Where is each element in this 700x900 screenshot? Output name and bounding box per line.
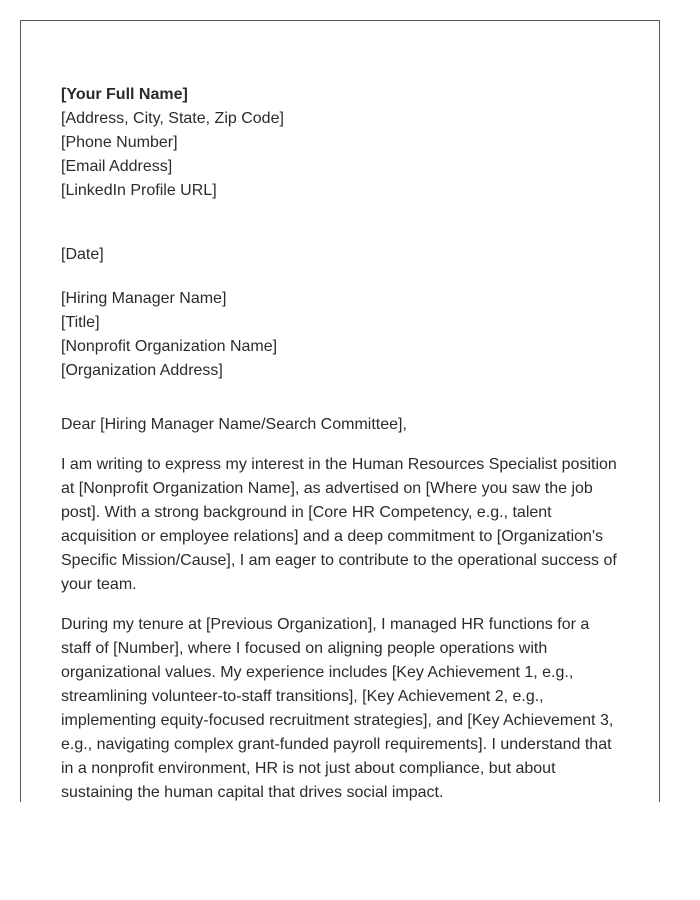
recipient-address: [Organization Address] <box>61 362 223 379</box>
letter-date: [Date] <box>61 246 104 263</box>
paragraph-line: e.g., navigating complex grant-funded payroll requirements]. I understand that <box>61 736 612 753</box>
recipient-block <box>61 287 621 383</box>
letter-content <box>61 83 621 802</box>
sender-name: [Your Full Name] <box>61 86 188 103</box>
paragraph-line: staff of [Number], where I focused on aligning people operations with <box>61 640 548 657</box>
paragraph-line: streamlining volunteer-to-staff transitions], [Key Achievement 2, e.g., <box>61 688 544 705</box>
letter-date-block <box>61 243 621 267</box>
paragraph-line: I am writing to express my interest in the Human Resources Specialist position <box>61 456 617 473</box>
sender-address: [Address, City, State, Zip Code] <box>61 110 284 127</box>
body-paragraph-2 <box>61 613 621 802</box>
letter-page <box>20 20 660 802</box>
sender-email: [Email Address] <box>61 158 173 175</box>
paragraph-line: organizational values. My experience includes [Key Achievement 1, e.g., <box>61 664 574 681</box>
sender-phone: [Phone Number] <box>61 134 178 151</box>
sender-linkedin: [LinkedIn Profile URL] <box>61 182 217 199</box>
salutation: Dear [Hiring Manager Name/Search Committee], <box>61 416 407 433</box>
paragraph-line: Specific Mission/Cause], I am eager to contribute to the operational success of <box>61 552 617 569</box>
recipient-organization: [Nonprofit Organization Name] <box>61 338 278 355</box>
paragraph-line: implementing equity-focused recruitment strategies], and [Key Achievement 3, <box>61 712 614 729</box>
paragraph-line: sustaining the human capital that drives social impact. <box>61 784 444 801</box>
paragraph-line: During my tenure at [Previous Organization], I managed HR functions for a <box>61 616 590 633</box>
recipient-name: [Hiring Manager Name] <box>61 290 227 307</box>
body-paragraph-1 <box>61 453 621 597</box>
paragraph-line: your team. <box>61 576 137 593</box>
paragraph-line: post]. With a strong background in [Core HR Competency, e.g., talent <box>61 504 552 521</box>
salutation-block <box>61 413 621 437</box>
sender-block <box>61 83 621 203</box>
paragraph-line: in a nonprofit environment, HR is not just about compliance, but about <box>61 760 556 777</box>
recipient-title: [Title] <box>61 314 100 331</box>
paragraph-line: at [Nonprofit Organization Name], as advertised on [Where you saw the job <box>61 480 593 497</box>
paragraph-line: acquisition or employee relations] and a deep commitment to [Organization's <box>61 528 604 545</box>
